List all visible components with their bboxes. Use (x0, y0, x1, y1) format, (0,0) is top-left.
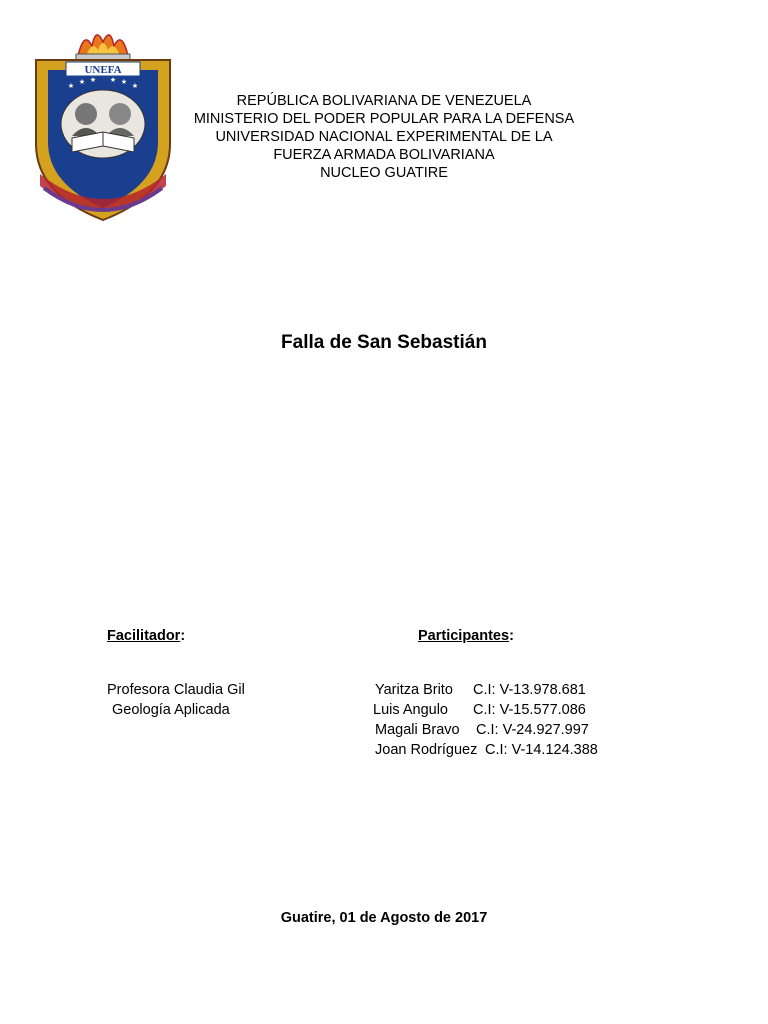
institution-header (150, 92, 618, 182)
participant-ci: C.I: V-24.927.997 (476, 722, 589, 738)
svg-text:★: ★ (120, 78, 128, 86)
participant-ci: C.I: V-13.978.681 (473, 682, 586, 698)
facilitator-name: Profesora Claudia Gil (107, 682, 245, 698)
facilitator-subject: Geología Aplicada (112, 702, 230, 718)
participants-heading (418, 628, 514, 644)
facilitator-label: Facilitador (107, 628, 181, 644)
participant-name: Luis Angulo (373, 702, 448, 718)
participant-ci: C.I: V-14.124.388 (485, 742, 598, 758)
participant-name: Joan Rodríguez (375, 742, 478, 758)
participant-name: Magali Bravo (375, 722, 460, 738)
participant-ci: C.I: V-15.577.086 (473, 702, 586, 718)
header-line-campus: NUCLEO GUATIRE (320, 165, 448, 181)
document-date: Guatire, 01 de Agosto de 2017 (280, 910, 488, 926)
svg-text:★: ★ (78, 78, 86, 86)
svg-text:★: ★ (109, 76, 117, 84)
participants-label: Participantes (418, 628, 510, 644)
participants-colon: : (509, 628, 514, 644)
document-title: Falla de San Sebastián (281, 332, 487, 353)
header-line-republic: REPÚBLICA BOLIVARIANA DE VENEZUELA (236, 93, 532, 109)
header-line-armed-force: FUERZA ARMADA BOLIVARIANA (273, 147, 495, 163)
participant-name: Yaritza Brito (375, 682, 453, 698)
facilitator-colon: : (180, 628, 186, 644)
svg-text:★: ★ (89, 76, 97, 84)
logo-name: UNEFA (84, 64, 122, 76)
svg-text:★: ★ (131, 82, 139, 90)
svg-text:★: ★ (67, 82, 75, 90)
header-line-university: UNIVERSIDAD NACIONAL EXPERIMENTAL DE LA (215, 129, 553, 145)
header-line-ministry: MINISTERIO DEL PODER POPULAR PARA LA DEFENSA (193, 111, 575, 127)
facilitator-heading (107, 628, 185, 644)
